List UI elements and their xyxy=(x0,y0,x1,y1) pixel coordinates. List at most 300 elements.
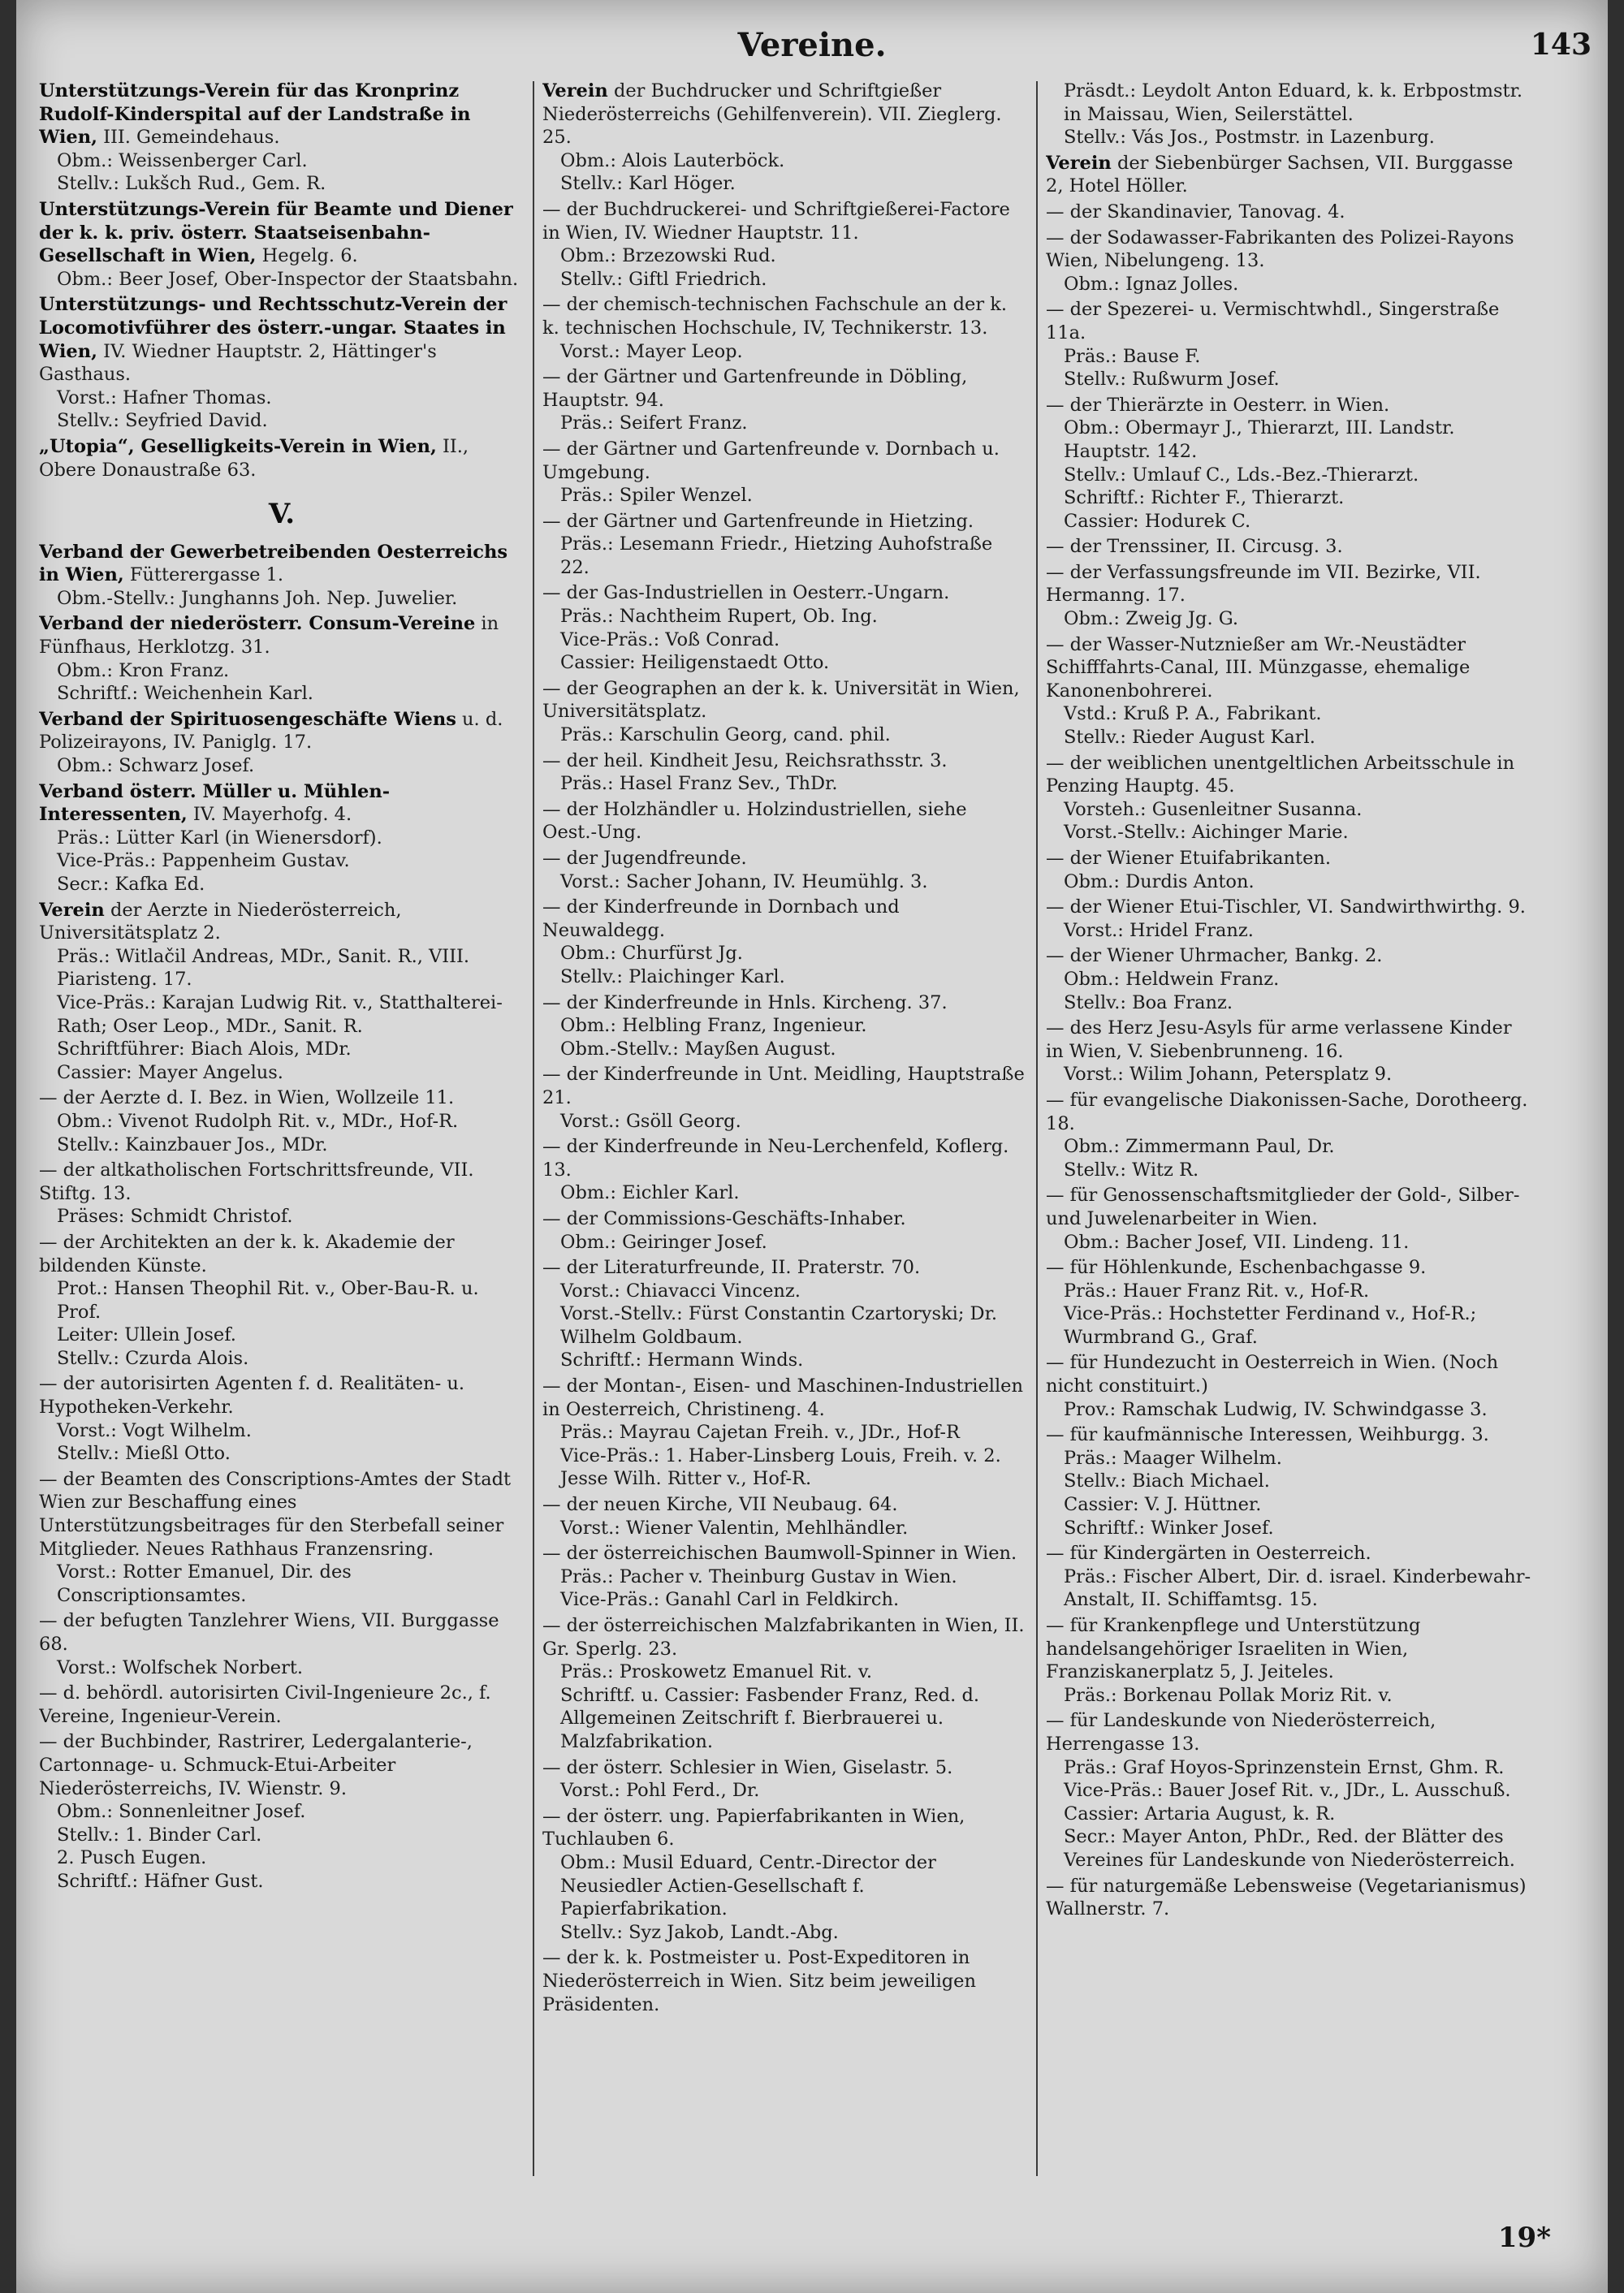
directory-entry xyxy=(1046,394,1533,533)
entry-heading xyxy=(542,438,1026,484)
entry-officer-line: Präs.: Mayrau Cajetan Freih. v., JDr., Hof-R xyxy=(560,1422,960,1444)
entry-heading xyxy=(1046,535,1533,559)
entry-officer-line: Schriftf. u. Cassier: Fasbender Franz, Red. d. Allgemeinen Zeitschrift f. Bierbrauerei u. Malzfabrikation. xyxy=(560,1684,980,1752)
directory-entry xyxy=(39,1682,525,1728)
entry-text: II., Obere Donaustraße 63. xyxy=(39,435,469,481)
entry-officer-line: Vice-Präs.: Pappenheim Gustav. xyxy=(57,850,350,872)
directory-entry xyxy=(39,80,525,196)
entry-text: — für Kindergärten in Oesterreich. xyxy=(1046,1543,1371,1565)
directory-entry xyxy=(542,1493,1026,1539)
directory-entry xyxy=(39,293,525,433)
entry-heading xyxy=(1046,561,1533,607)
entry-heading xyxy=(39,435,525,481)
entry-text: — der befugten Tanzlehrer Wiens, VII. Burggasse 68. xyxy=(39,1610,499,1655)
entry-officer-line: Stellv.: Umlauf C., Lds.-Bez.-Thierarzt. xyxy=(1064,464,1419,486)
entry-heading xyxy=(39,293,525,386)
entry-heading xyxy=(542,749,1026,773)
entry-text: — der österreichischen Malzfabrikanten in Wien, II. Gr. Sperlg. 23. xyxy=(542,1615,1025,1660)
directory-entry xyxy=(39,612,525,705)
entry-text: der Siebenbürger Sachsen, VII. Burggasse 2, Hotel Höller. xyxy=(1046,152,1514,197)
entry-text: — der Commissions-Geschäfts-Inhaber. xyxy=(542,1207,906,1229)
entry-officer-line: Vice-Präs.: Ganahl Carl in Feldkirch. xyxy=(560,1589,900,1611)
directory-entry xyxy=(1046,896,1533,942)
entry-officer-line: Vstd.: Kruß P. A., Fabrikant. xyxy=(1064,703,1322,725)
entry-officer-line: Obm.-Stellv.: Junghanns Joh. Nep. Juwelier. xyxy=(57,587,458,609)
entry-text: — für evangelische Diakonissen-Sache, Dorotheerg. 18. xyxy=(1046,1089,1528,1134)
entry-officer-line: Vice-Präs.: 1. Haber-Linsberg Louis, Freih. v. 2. Jesse Wilh. Ritter v., Hof-R. xyxy=(560,1444,1001,1490)
entry-officer-line: Präs.: Spiler Wenzel. xyxy=(560,485,753,507)
entry-officer-line: Schriftf.: Weichenhein Karl. xyxy=(57,683,313,705)
entry-officer-line: Obm.: Brzezowski Rud. xyxy=(560,245,776,267)
directory-entry xyxy=(1046,944,1533,1014)
entry-text: — der altkatholischen Fortschrittsfreunde, VII. Stiftg. 13. xyxy=(39,1159,474,1204)
entry-officer-line: Obm.: Obermayr J., Thierarzt, III. Landstr. Hauptstr. 142. xyxy=(1064,417,1455,462)
entry-text: — der Jugendfreunde. xyxy=(542,848,747,869)
directory-entry xyxy=(542,438,1026,507)
entry-heading xyxy=(39,1086,525,1110)
entry-text: — der Gärtner und Gartenfreunde in Hietzing. xyxy=(542,510,974,532)
directory-entry xyxy=(39,1231,525,1371)
directory-entry xyxy=(542,798,1026,844)
directory-entry xyxy=(1046,1017,1533,1086)
entry-officer-line: Stellv.: Vás Jos., Postmstr. in Lazenburg. xyxy=(1064,127,1435,149)
entry-text: — der weiblichen unentgeltlichen Arbeitsschule in Penzing Hauptg. 45. xyxy=(1046,752,1515,797)
entry-officer-line: Secr.: Mayer Anton, PhDr., Red. der Blätter des Vereines für Landeskunde von Niederösterreich. xyxy=(1064,1826,1515,1871)
directory-entry xyxy=(39,435,525,481)
entry-text: — der Sodawasser-Fabrikanten des Polizei-Rayons Wien, Nibelungeng. 13. xyxy=(1046,227,1514,272)
directory-entry xyxy=(39,198,525,291)
entry-officer-line: Präs.: Fischer Albert, Dir. d. israel. Kinderbewahr-Anstalt, II. Schiffamtsg. 15. xyxy=(1064,1565,1531,1611)
entry-heading xyxy=(1046,152,1533,198)
entry-officer-line: Leiter: Ullein Josef. xyxy=(57,1324,236,1346)
entry-text: — für kaufmännische Interessen, Weihburgg. 3. xyxy=(1046,1424,1489,1446)
entry-text: — der k. k. Postmeister u. Post-Expeditoren in Niederösterreich in Wien. Sitz beim jeweiligen Präsidenten. xyxy=(542,1947,976,2015)
entry-officer-line: Präs.: Lesemann Friedr., Hietzing Auhofstraße 22. xyxy=(560,533,993,578)
entry-officer-line: Obm.: Bacher Josef, VII. Lindeng. 11. xyxy=(1064,1231,1410,1253)
entry-lead: Unterstützungs-Verein für das Kronprinz Rudolf-Kinderspital auf der Landstraße in Wien, xyxy=(39,80,471,149)
entry-officer-line: Stellv.: Czurda Alois. xyxy=(57,1347,249,1369)
entry-text: — der Beamten des Conscriptions-Amtes der Stadt Wien zur Beschaffung eines Unterstützungsbeitrages für den Sterbefall seiner Mitglieder. Neues Rathhaus Franzensring. xyxy=(39,1468,512,1560)
entry-officer-line: Obm.: Beer Josef, Ober-Inspector der Staatsbahn. xyxy=(57,268,519,290)
entry-heading xyxy=(1046,944,1533,968)
entry-heading xyxy=(542,1135,1026,1181)
entry-heading xyxy=(1046,201,1533,224)
entry-text: der Buchdrucker und Schriftgießer Niederösterreichs (Gehilfenverein). VII. Zieglerg. 25. xyxy=(542,80,1002,149)
entry-text: — der autorisirten Agenten f. d. Realitäten- u. Hypotheken-Verkehr. xyxy=(39,1373,464,1419)
entry-officer-line: Cassier: Hodurek C. xyxy=(1064,510,1251,532)
entry-officer-line: Stellv.: Boa Franz. xyxy=(1064,991,1233,1013)
entry-officer-line: Stellv.: Rußwurm Josef. xyxy=(1064,369,1280,391)
entry-heading xyxy=(1046,1089,1533,1135)
entry-heading xyxy=(542,293,1026,339)
entry-officer-line: Obm.: Schwarz Josef. xyxy=(57,755,255,777)
entry-text: — der österreichischen Baumwoll-Spinner in Wien. xyxy=(542,1543,1017,1565)
entry-officer-line: Vorst.: Gsöll Georg. xyxy=(560,1110,741,1132)
entry-text: — der Skandinavier, Tanovag. 4. xyxy=(1046,201,1345,222)
entry-officer-line: Präs.: Borkenau Pollak Moriz Rit. v. xyxy=(1064,1684,1393,1706)
entry-text: — der Buchdruckerei- und Schriftgießerei-Factore in Wien, IV. Wiedner Hauptstr. 11. xyxy=(542,198,1010,244)
entry-officer-line: Stellv.: Biach Michael. xyxy=(1064,1470,1270,1492)
entry-heading xyxy=(542,1946,1026,2016)
entry-officer-line: Präs.: Witlačil Andreas, MDr., Sanit. R., VIII. Piaristeng. 17. xyxy=(57,945,470,991)
directory-entry xyxy=(542,365,1026,435)
entry-officer-line: Cassier: V. J. Hüttner. xyxy=(1064,1494,1262,1516)
entry-heading xyxy=(542,1614,1026,1660)
directory-entry xyxy=(542,847,1026,893)
entry-officer-line: Präs.: Seifert Franz. xyxy=(560,412,748,434)
entry-heading xyxy=(1046,1875,1533,1921)
entry-officer-line: Vorst.: Wilim Johann, Petersplatz 9. xyxy=(1064,1064,1393,1086)
entry-text: — der neuen Kirche, VII Neubaug. 64. xyxy=(542,1494,898,1516)
entry-heading xyxy=(542,1375,1026,1421)
entry-text: — der Verfassungsfreunde im VII. Bezirke, VII. Hermanng. 17. xyxy=(1046,561,1481,607)
entry-text: — der Wiener Etui-Tischler, VI. Sandwirthwirthg. 9. xyxy=(1046,896,1526,918)
entry-text: IV. Mayerhofg. 4. xyxy=(187,804,352,826)
entry-officer-line: Vorst.: Wiener Valentin, Mehlhändler. xyxy=(560,1517,909,1539)
entry-heading xyxy=(1046,1256,1533,1280)
directory-entry xyxy=(39,1468,525,1608)
entry-text: — der Literaturfreunde, II. Praterstr. 70. xyxy=(542,1257,921,1279)
directory-entry xyxy=(39,899,525,1085)
entry-text: — der Geographen an der k. k. Universität in Wien, Universitätsplatz. xyxy=(542,677,1020,723)
directory-entry xyxy=(542,749,1026,796)
entry-officer-line: Stellv.: Rieder August Karl. xyxy=(1064,727,1315,749)
column-divider xyxy=(1036,81,1038,2176)
entry-heading xyxy=(39,1159,525,1205)
entry-text: — des Herz Jesu-Asyls für arme verlassene Kinder in Wien, V. Siebenbrunneng. 16. xyxy=(1046,1017,1512,1062)
directory-entry xyxy=(1046,1256,1533,1349)
entry-officer-line: Präs.: Pacher v. Theinburg Gustav in Wien. xyxy=(560,1565,957,1587)
entry-text: — der heil. Kindheit Jesu, Reichsrathsstr. 3. xyxy=(542,749,948,771)
entry-heading xyxy=(542,1256,1026,1280)
entry-text: — der Montan-, Eisen- und Maschinen-Industriellen in Oesterreich, Christineng. 4. xyxy=(542,1375,1023,1420)
entry-officer-line: Präs.: Bause F. xyxy=(1064,345,1201,367)
entry-text: Hegelg. 6. xyxy=(256,245,358,267)
entry-heading xyxy=(39,1682,525,1728)
entry-heading xyxy=(542,510,1026,533)
directory-entry xyxy=(542,1256,1026,1372)
entry-heading xyxy=(39,1609,525,1656)
entry-officer-line: Obm.: Alois Lauterböck. xyxy=(560,149,785,171)
entry-heading xyxy=(1046,1423,1533,1447)
entry-officer-line: Stellv.: Giftl Friedrich. xyxy=(560,268,767,290)
entry-officer-line: Stellv.: Syz Jakob, Landt.-Abg. xyxy=(560,1921,839,1943)
entry-text: — der Aerzte d. I. Bez. in Wien, Wollzeile 11. xyxy=(39,1087,455,1109)
entry-heading xyxy=(542,896,1026,942)
entry-officer-line: Obm.-Stellv.: Mayßen August. xyxy=(560,1038,836,1060)
entry-text: — der Gärtner und Gartenfreunde v. Dornbach u. Umgebung. xyxy=(542,438,1000,483)
entry-officer-line: Stellv.: Mießl Otto. xyxy=(57,1443,231,1465)
entry-officer-line: Secr.: Kafka Ed. xyxy=(57,874,205,895)
entry-officer-line: Schriftf.: Hermann Winds. xyxy=(560,1349,804,1371)
entry-heading xyxy=(1046,752,1533,798)
entry-text: III. Gemeindehaus. xyxy=(97,127,280,149)
entry-officer-line: Stellv.: Plaichinger Karl. xyxy=(560,965,785,987)
entry-text: — der Kinderfreunde in Unt. Meidling, Hauptstraße 21. xyxy=(542,1064,1025,1108)
entry-heading xyxy=(39,780,525,827)
directory-entry xyxy=(542,991,1026,1061)
entry-officer-line: Obm.: Durdis Anton. xyxy=(1064,870,1255,892)
entry-officer-line: Cassier: Heiligenstaedt Otto. xyxy=(560,652,830,674)
entry-text: u. d. Polizeirayons, IV. Paniglg. 17. xyxy=(39,708,503,754)
entry-heading xyxy=(542,847,1026,870)
entry-officer-line: 2. Pusch Eugen. xyxy=(57,1847,207,1869)
entry-officer-line: Präs.: Hasel Franz Sev., ThDr. xyxy=(560,773,838,795)
page-number: 143 xyxy=(1530,28,1592,62)
entry-text: — der Trenssiner, II. Circusg. 3. xyxy=(1046,536,1343,558)
entry-heading xyxy=(542,1756,1026,1780)
directory-entry xyxy=(542,1135,1026,1205)
entry-officer-line: Obm.: Vivenot Rudolph Rit. v., MDr., Hof-R. xyxy=(57,1110,459,1132)
directory-entry xyxy=(1046,1351,1533,1421)
entry-officer-line: Obm.: Ignaz Jolles. xyxy=(1064,273,1239,295)
entry-text: — der chemisch-technischen Fachschule an der k. k. technischen Hochschule, IV, Technikerstr. 13. xyxy=(542,294,1008,339)
directory-entry xyxy=(542,677,1026,747)
directory-entry xyxy=(1046,561,1533,631)
entry-lead: Unterstützungs-Verein für Beamte und Diener der k. k. priv. österr. Staatseisenbahn-Gesellschaft in Wien, xyxy=(39,198,513,267)
directory-entry xyxy=(542,510,1026,580)
entry-heading xyxy=(542,581,1026,605)
entry-officer-line: Vice-Präs.: Bauer Josef Rit. v., JDr., L. Ausschuß. xyxy=(1064,1780,1511,1802)
entry-officer-line: Schriftf.: Häfner Gust. xyxy=(57,1870,264,1892)
entry-officer-line: Schriftf.: Richter F., Thierarzt. xyxy=(1064,487,1345,509)
directory-entry xyxy=(39,1730,525,1893)
directory-entry xyxy=(1046,1542,1533,1612)
directory-entry xyxy=(542,80,1026,196)
entry-heading xyxy=(1046,1542,1533,1565)
entry-lead: Verein xyxy=(542,80,608,101)
directory-entry xyxy=(1046,201,1533,224)
entry-heading xyxy=(1046,227,1533,273)
entry-officer-line: Vice-Präs.: Karajan Ludwig Rit. v., Statthalterei-Rath; Oser Leop., MDr., Sanit. R. xyxy=(57,991,503,1037)
entry-heading xyxy=(39,1468,525,1561)
entry-text: — der Kinderfreunde in Hnls. Kircheng. 37. xyxy=(542,991,948,1013)
entry-text: — der Buchbinder, Rastrirer, Ledergalanterie-, Cartonnage- u. Schmuck-Etui-Arbeiter Niederösterreichs, IV. Wienstr. 9. xyxy=(39,1731,473,1799)
directory-entry xyxy=(39,708,525,778)
entry-text: — der Wasser-Nutznießer am Wr.-Neustädter Schifffahrts-Canal, III. Münzgasse, ehemalige Kanonenbohrerei. xyxy=(1046,633,1471,702)
entry-text: — der Kinderfreunde in Neu-Lerchenfeld, Koflerg. 13. xyxy=(542,1136,1009,1181)
directory-entry xyxy=(542,896,1026,988)
entry-text: in Fünfhaus, Herklotzg. 31. xyxy=(39,613,499,659)
directory-entry xyxy=(1046,1423,1533,1539)
directory-entry xyxy=(39,541,525,611)
column-left xyxy=(39,80,525,2191)
entry-officer-line: Präsdt.: Leydolt Anton Eduard, k. k. Erbpostmstr. in Maissau, Wien, Seilerstättel. xyxy=(1064,80,1523,125)
entry-heading xyxy=(542,80,1026,149)
directory-entry xyxy=(1046,1614,1533,1707)
entry-officer-line: Obm.: Geiringer Josef. xyxy=(560,1231,767,1253)
directory-entry xyxy=(1046,1875,1533,1921)
entry-heading xyxy=(1046,896,1533,919)
entry-officer-line: Vorst.: Pohl Ferd., Dr. xyxy=(560,1780,760,1802)
directory-entry xyxy=(1046,633,1533,749)
entry-text: — der Wiener Uhrmacher, Bankg. 2. xyxy=(1046,945,1383,967)
entry-text: — für Genossenschaftsmitglieder der Gold-, Silber- und Juwelenarbeiter in Wien. xyxy=(1046,1185,1520,1229)
entry-lead: Verband der Spirituosengeschäfte Wiens xyxy=(39,708,456,730)
entry-officer-line: Präses: Schmidt Christof. xyxy=(57,1206,293,1228)
entry-text: — der Spezerei- u. Vermischtwhdl., Singerstraße 11a. xyxy=(1046,299,1500,343)
entry-text: IV. Wiedner Hauptstr. 2, Hättinger's Gasthaus. xyxy=(39,340,437,386)
entry-text: — der Holzhändler u. Holzindustriellen, siehe Oest.-Ung. xyxy=(542,798,967,844)
entry-heading xyxy=(542,798,1026,844)
directory-entry xyxy=(542,1063,1026,1133)
entry-lead: Verein xyxy=(39,899,105,921)
entry-lead: Verband der Gewerbetreibenden Oesterreichs in Wien, xyxy=(39,541,508,586)
entry-officer-line: Obm.: Kron Franz. xyxy=(57,659,230,681)
entry-heading xyxy=(39,1730,525,1800)
entry-heading xyxy=(1046,1017,1533,1063)
entry-officer-line: Stellv.: 1. Binder Carl. xyxy=(57,1824,262,1846)
entry-officer-line: Stellv.: Seyfried David. xyxy=(57,410,268,432)
directory-entry xyxy=(542,1542,1026,1612)
entry-officer-line: Vorst.: Mayer Leop. xyxy=(560,340,743,362)
directory-entry xyxy=(1046,152,1533,198)
directory-entry xyxy=(542,1375,1026,1491)
directory-entry xyxy=(39,1372,525,1465)
entry-heading xyxy=(39,1231,525,1277)
column-middle xyxy=(542,80,1026,2191)
directory-entry xyxy=(542,1946,1026,2016)
section-heading: V. xyxy=(268,498,296,531)
entry-lead: Verband der niederösterr. Consum-Vereine xyxy=(39,613,476,635)
entry-text: — der Thierärzte in Oesterr. in Wien. xyxy=(1046,394,1390,416)
entry-officer-line: Präs.: Karschulin Georg, cand. phil. xyxy=(560,724,891,746)
entry-officer-line: Vorst.: Chiavacci Vincenz. xyxy=(560,1280,801,1302)
entry-officer-line: Obm.: Zweig Jg. G. xyxy=(1064,608,1239,630)
entry-officer-line: Obm.: Helbling Franz, Ingenieur. xyxy=(560,1015,867,1037)
entry-text: — für Landeskunde von Niederösterreich, Herrengasse 13. xyxy=(1046,1710,1436,1755)
entry-officer-line: Vorsteh.: Gusenleitner Susanna. xyxy=(1064,798,1363,820)
entry-officer-line: Obm.: Eichler Karl. xyxy=(560,1182,740,1204)
entry-officer-line: Obm.: Sonnenleitner Josef. xyxy=(57,1801,306,1823)
entry-officer-line: Vorst.: Rotter Emanuel, Dir. des Conscriptionsamtes. xyxy=(57,1561,352,1606)
directory-entry xyxy=(542,1614,1026,1754)
entry-heading xyxy=(542,365,1026,412)
entry-officer-line: Vorst.: Wolfschek Norbert. xyxy=(57,1656,304,1678)
directory-entry xyxy=(39,1159,525,1229)
entry-heading xyxy=(1046,1184,1533,1230)
entry-text: — für Höhlenkunde, Eschenbachgasse 9. xyxy=(1046,1257,1427,1279)
directory-entry xyxy=(542,1756,1026,1803)
entry-officer-line: Prot.: Hansen Theophil Rit. v., Ober-Bau-R. u. Prof. xyxy=(57,1278,479,1323)
entry-officer-line: Vorst.: Hridel Franz. xyxy=(1064,919,1254,941)
entry-heading xyxy=(39,541,525,587)
entry-heading xyxy=(1046,1614,1533,1684)
entry-officer-line: Stellv.: Lukšch Rud., Gem. R. xyxy=(57,173,326,195)
entry-heading xyxy=(542,991,1026,1015)
directory-entry xyxy=(1046,227,1533,296)
entry-officer-line: Vorst.: Vogt Wilhelm. xyxy=(57,1419,252,1441)
entry-officer-line: Präs.: Nachtheim Rupert, Ob. Ing. xyxy=(560,606,878,628)
entry-officer-line: Vorst.-Stellv.: Aichinger Marie. xyxy=(1064,822,1349,844)
directory-entry xyxy=(1046,1089,1533,1181)
directory-entry xyxy=(39,1609,525,1679)
entry-lead: Unterstützungs- und Rechtsschutz-Verein der Locomotivführer des österr.-ungar. Staates in Wien, xyxy=(39,294,508,362)
entry-text: — der österr. ung. Papierfabrikanten in Wien, Tuchlauben 6. xyxy=(542,1805,965,1850)
entry-heading xyxy=(542,198,1026,244)
entry-heading xyxy=(1046,847,1533,870)
entry-officer-line: Obm.: Weissenberger Carl. xyxy=(57,149,308,171)
directory-entry xyxy=(542,1207,1026,1254)
entry-text: — der Kinderfreunde in Dornbach und Neuwaldegg. xyxy=(542,896,900,941)
directory-entry xyxy=(1046,298,1533,391)
entry-lead: Verein xyxy=(1046,152,1112,174)
entry-officer-line: Vorst.: Sacher Johann, IV. Heumühlg. 3. xyxy=(560,870,928,892)
entry-officer-line: Vorst.: Hafner Thomas. xyxy=(57,386,272,408)
column-divider xyxy=(533,81,534,2176)
entry-officer-line: Stellv.: Karl Höger. xyxy=(560,173,736,195)
entry-officer-line: Prov.: Ramschak Ludwig, IV. Schwindgasse 3. xyxy=(1064,1398,1488,1420)
entry-officer-line: Cassier: Mayer Angelus. xyxy=(57,1061,283,1083)
entry-officer-line: Obm.: Zimmermann Paul, Dr. xyxy=(1064,1136,1335,1158)
directory-entry xyxy=(1046,1709,1533,1872)
directory-entry xyxy=(1046,80,1533,149)
directory-entry xyxy=(1046,752,1533,844)
entry-text: — der Wiener Etuifabrikanten. xyxy=(1046,848,1332,869)
entry-officer-line: Vice-Präs.: Hochstetter Ferdinand v., Hof-R.; Wurmbrand G., Graf. xyxy=(1064,1303,1477,1348)
directory-entry xyxy=(542,581,1026,674)
entry-officer-line: Obm.: Musil Eduard, Centr.-Director der Neusiedler Actien-Gesellschaft f. Papierfabrikation. xyxy=(560,1851,936,1920)
entry-text: Fütterergasse 1. xyxy=(123,564,283,586)
entry-officer-line: Präs.: Graf Hoyos-Sprinzenstein Ernst, Ghm. R. xyxy=(1064,1756,1505,1778)
entry-officer-line: Cassier: Artaria August, k. R. xyxy=(1064,1803,1336,1824)
entry-text: der Aerzte in Niederösterreich, Universitätsplatz 2. xyxy=(39,899,402,944)
entry-text: — der österr. Schlesier in Wien, Giselastr. 5. xyxy=(542,1756,953,1778)
entry-heading xyxy=(542,1493,1026,1517)
entry-text: — für Hundezucht in Oesterreich in Wien. (Noch nicht constituirt.) xyxy=(1046,1352,1499,1397)
directory-entry xyxy=(542,198,1026,291)
directory-entry xyxy=(39,780,525,896)
entry-officer-line: Vorst.-Stellv.: Fürst Constantin Czartoryski; Dr. Wilhelm Goldbaum. xyxy=(560,1303,998,1348)
entry-heading xyxy=(542,1805,1026,1851)
entry-officer-line: Präs.: Proskowetz Emanuel Rit. v. xyxy=(560,1661,873,1683)
entry-heading xyxy=(39,708,525,754)
entry-lead: „Utopia“, Geselligkeits-Verein in Wien, xyxy=(39,435,437,457)
entry-officer-line: Obm.: Heldwein Franz. xyxy=(1064,968,1280,990)
directory-entry xyxy=(542,293,1026,363)
entry-officer-line: Präs.: Maager Wilhelm. xyxy=(1064,1447,1282,1469)
entry-heading xyxy=(39,198,525,268)
page-header xyxy=(16,11,1608,68)
directory-entry xyxy=(542,1805,1026,1945)
entry-heading xyxy=(542,1542,1026,1565)
directory-entry xyxy=(1046,1184,1533,1254)
entry-officer-line: Stellv.: Kainzbauer Jos., MDr. xyxy=(57,1134,328,1155)
entry-heading xyxy=(1046,633,1533,703)
page-title: Vereine. xyxy=(737,26,887,64)
entry-officer-line: Vice-Präs.: Voß Conrad. xyxy=(560,628,780,650)
entry-text: — d. behördl. autorisirten Civil-Ingenieure 2c., f. Vereine, Ingenieur-Verein. xyxy=(39,1682,491,1727)
entry-text: — für naturgemäße Lebensweise (Vegetarianismus) Wallnerstr. 7. xyxy=(1046,1875,1527,1920)
entry-heading xyxy=(39,612,525,659)
entry-officer-line: Schriftf.: Winker Josef. xyxy=(1064,1517,1274,1539)
entry-officer-line: Präs.: Hauer Franz Rit. v., Hof-R. xyxy=(1064,1280,1370,1302)
entry-text: — der Gas-Industriellen in Oesterr.-Ungarn. xyxy=(542,582,950,604)
entry-heading xyxy=(1046,1709,1533,1755)
entry-heading xyxy=(542,677,1026,723)
directory-entry xyxy=(1046,847,1533,893)
directory-entry xyxy=(39,1086,525,1156)
entry-officer-line: Präs.: Lütter Karl (in Wienersdorf). xyxy=(57,827,382,849)
entry-heading xyxy=(542,1207,1026,1231)
entry-officer-line: Schriftführer: Biach Alois, MDr. xyxy=(57,1039,352,1060)
entry-officer-line: Obm.: Churfürst Jg. xyxy=(560,943,743,965)
entry-heading xyxy=(39,899,525,945)
entry-heading xyxy=(542,1063,1026,1109)
directory-entry xyxy=(1046,535,1533,559)
entry-text: — für Krankenpflege und Unterstützung handelsangehöriger Israeliten in Wien, Franziskanerplatz 5, J. Jeiteles. xyxy=(1046,1615,1421,1683)
entry-officer-line: Stellv.: Witz R. xyxy=(1064,1159,1199,1181)
